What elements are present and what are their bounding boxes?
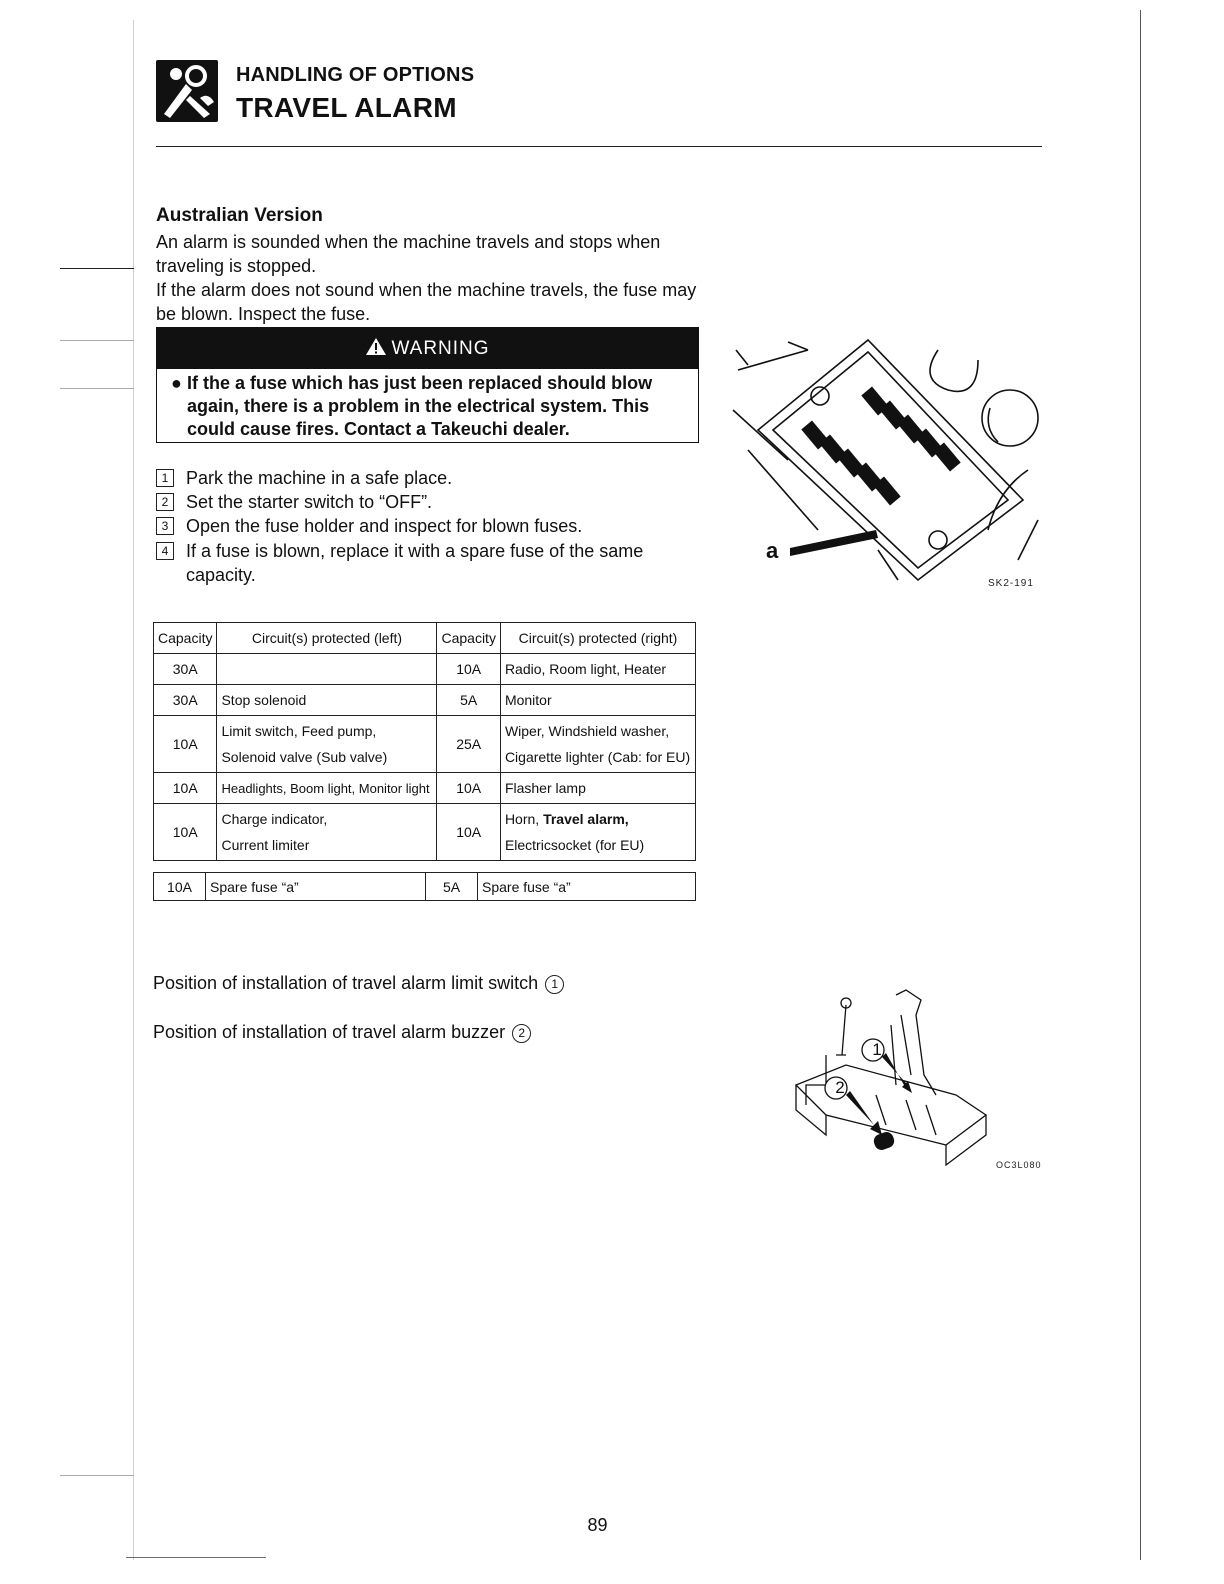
table-row (154, 685, 696, 716)
alarm-marker-2: 2 (835, 1078, 845, 1097)
step-text: If a fuse is blown, replace it with a spare fuse of the same capacity. (186, 541, 644, 585)
table-header-row (154, 623, 696, 654)
warning-box (156, 327, 699, 443)
column-header: Capacity (154, 623, 217, 654)
circuit-cell (217, 654, 437, 685)
capacity-cell: 30A (154, 654, 217, 685)
bullet-icon: ● (171, 373, 182, 393)
circuit-line: Limit switch, Feed pump, (221, 723, 377, 739)
capacity-cell: 5A (437, 685, 500, 716)
capacity-cell: 10A (437, 654, 500, 685)
circuit-cell: Stop solenoid (217, 685, 437, 716)
circuit-line: Electricsocket (for EU) (504, 837, 645, 853)
page-title: TRAVEL ALARM (236, 92, 457, 123)
margin-tick (60, 1475, 134, 1476)
buzzer-position (153, 1022, 531, 1043)
figure-code: OC3L080 (996, 1160, 1042, 1170)
margin-tick (60, 388, 134, 389)
step-item (156, 490, 701, 514)
capacity-cell: 10A (154, 873, 206, 901)
capacity-cell: 10A (437, 773, 500, 804)
fuse-paragraph: If the alarm does not sound when the machine travels, the fuse may be blown. Inspect the fuse. (156, 280, 697, 324)
options-logo-icon (156, 60, 218, 122)
page-number: 89 (587, 1515, 608, 1535)
capacity-cell: 25A (437, 716, 500, 773)
column-header: Capacity (437, 623, 500, 654)
step-number: 2 (156, 493, 174, 511)
step-item (156, 539, 701, 587)
capacity-cell: 30A (154, 685, 217, 716)
limit-switch-text: Position of installation of travel alarm limit switch (153, 973, 539, 993)
warning-triangle-icon (365, 330, 387, 371)
circuit-line: Cigarette lighter (Cab: for EU) (504, 749, 691, 765)
step-item (156, 466, 701, 490)
step-text: Park the machine in a safe place. (186, 468, 453, 488)
step-item (156, 514, 701, 538)
header-divider (156, 146, 1042, 147)
capacity-cell: 10A (437, 804, 500, 861)
circuit-line: Solenoid valve (Sub valve) (221, 749, 388, 765)
circuit-cell (500, 804, 695, 861)
circuit-line: Current limiter (221, 837, 310, 853)
circuit-prefix: Horn, (504, 811, 544, 827)
circuit-cell: Headlights, Boom light, Monitor light (217, 773, 437, 804)
marker-2: 2 (512, 1024, 531, 1043)
bottom-edge-mark (126, 1557, 266, 1558)
margin-tick (60, 340, 134, 341)
circuit-cell: Spare fuse “a” (478, 873, 696, 901)
table-row (154, 654, 696, 685)
circuit-line: Wiper, Windshield washer, (504, 723, 670, 739)
warning-content (171, 372, 692, 441)
alarm-marker-1: 1 (872, 1040, 882, 1059)
circuit-cell (217, 804, 437, 861)
table-row (154, 873, 696, 901)
spare-fuse-table (153, 872, 696, 901)
alarm-installation-illustration (786, 985, 996, 1170)
circuit-cell: Radio, Room light, Heater (500, 654, 695, 685)
step-number: 3 (156, 517, 174, 535)
section-title: Australian Version (156, 205, 323, 226)
limit-switch-position (153, 973, 564, 994)
marker-1: 1 (545, 975, 564, 994)
circuit-line: Charge indicator, (221, 811, 328, 827)
circuit-cell: Monitor (500, 685, 695, 716)
step-number: 1 (156, 469, 174, 487)
travel-alarm-highlight: Travel alarm, (543, 811, 629, 827)
figure-code: SK2-191 (988, 578, 1034, 589)
warning-text: If the a fuse which has just been replaced should blow again, there is a problem in the electrical system. This could cause fires. Contact a Takeuchi dealer. (187, 373, 653, 439)
alarm-drawing (786, 985, 996, 1170)
left-margin-line (133, 20, 134, 1560)
circuit-cell: Flasher lamp (500, 773, 695, 804)
capacity-cell: 10A (154, 804, 217, 861)
circuit-line (505, 806, 691, 832)
capacity-cell: 10A (154, 716, 217, 773)
warning-header (157, 328, 698, 369)
table-row (154, 716, 696, 773)
step-number: 4 (156, 542, 174, 560)
column-header: Circuit(s) protected (left) (217, 623, 437, 654)
column-header: Circuit(s) protected (right) (500, 623, 695, 654)
circuit-cell (217, 716, 437, 773)
capacity-cell: 5A (426, 873, 478, 901)
capacity-cell: 10A (154, 773, 217, 804)
right-margin-line (1140, 10, 1141, 1560)
table-row (154, 804, 696, 861)
fuse-table (153, 622, 696, 861)
circuit-cell (500, 716, 695, 773)
buzzer-text: Position of installation of travel alarm buzzer (153, 1022, 506, 1042)
warning-label: WARNING (391, 338, 490, 359)
fuse-label-a: a (766, 538, 779, 563)
header-subtitle: HANDLING OF OPTIONS (236, 64, 475, 86)
circuit-cell: Spare fuse “a” (206, 873, 426, 901)
step-text: Open the fuse holder and inspect for blown fuses. (186, 516, 583, 536)
table-row (154, 773, 696, 804)
intro-paragraph: An alarm is sounded when the machine travels and stops when traveling is stopped. (156, 232, 661, 276)
margin-tick (60, 268, 134, 269)
step-text: Set the starter switch to “OFF”. (186, 492, 433, 512)
